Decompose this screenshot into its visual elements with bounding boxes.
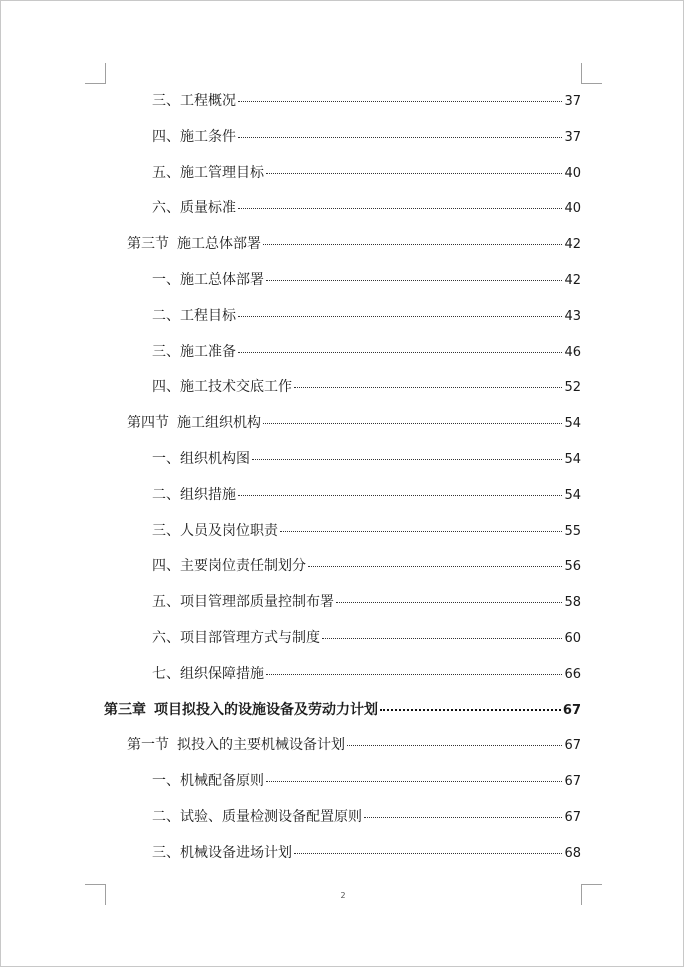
toc-entry-label: 二、试验、质量检测设备配置原则 bbox=[152, 809, 362, 825]
toc-leader-dots bbox=[380, 709, 561, 711]
toc-entry-title bbox=[152, 628, 320, 648]
toc-page-number: 68 bbox=[564, 845, 581, 861]
toc-page-number: 42 bbox=[564, 273, 581, 288]
toc-leader-dots bbox=[238, 316, 562, 317]
toc-entry-prefix: 第三节 bbox=[127, 236, 169, 253]
toc-page-number: 52 bbox=[564, 380, 581, 396]
toc-entry-label: 施工总体部署 bbox=[177, 236, 261, 253]
toc-entry[interactable] bbox=[152, 270, 581, 290]
toc-leader-dots bbox=[266, 280, 562, 281]
toc-entry-label: 四、施工技术交底工作 bbox=[152, 379, 292, 396]
toc-entry[interactable] bbox=[152, 306, 581, 326]
toc-leader-dots bbox=[294, 387, 562, 388]
toc-entry[interactable] bbox=[152, 628, 581, 648]
toc-page-number: 42 bbox=[564, 237, 581, 253]
toc-entry-title bbox=[152, 807, 362, 827]
toc-leader-dots bbox=[308, 566, 562, 567]
toc-leader-dots bbox=[238, 495, 562, 496]
toc-entry-title bbox=[127, 234, 261, 254]
toc-entry-title bbox=[127, 413, 261, 433]
toc-entry-label: 二、工程目标 bbox=[152, 307, 236, 324]
toc-leader-dots bbox=[263, 244, 562, 245]
toc-page-number: 54 bbox=[564, 487, 581, 503]
toc-page-number: 43 bbox=[564, 308, 581, 324]
toc-entry[interactable] bbox=[152, 198, 581, 218]
toc-page-number: 37 bbox=[564, 129, 581, 145]
toc-leader-dots bbox=[238, 352, 562, 353]
toc-leader-dots bbox=[294, 853, 562, 854]
toc-leader-dots bbox=[336, 602, 562, 603]
toc-entry-label: 三、机械设备进场计划 bbox=[152, 844, 292, 861]
toc-entry-label: 四、主要岗位责任制划分 bbox=[152, 558, 306, 575]
toc-entry[interactable] bbox=[152, 664, 581, 684]
toc-entry-label: 六、项目部管理方式与制度 bbox=[152, 630, 320, 646]
toc-entry[interactable] bbox=[127, 413, 581, 433]
crop-mark-top-right bbox=[581, 63, 602, 84]
toc-entry[interactable] bbox=[152, 485, 581, 505]
toc-entry-title bbox=[152, 771, 264, 791]
toc-entry-title bbox=[152, 664, 264, 684]
toc-leader-dots bbox=[347, 745, 562, 746]
toc-page-number: 54 bbox=[564, 452, 581, 467]
toc-entry-title bbox=[152, 843, 292, 863]
toc-entry[interactable] bbox=[152, 127, 581, 147]
toc-entry[interactable] bbox=[127, 735, 581, 755]
toc-entry-label: 五、项目管理部质量控制布署 bbox=[152, 594, 334, 611]
toc-leader-dots bbox=[238, 208, 562, 209]
toc-entry-label: 三、人员及岗位职责 bbox=[152, 522, 278, 539]
toc-page-number: 67 bbox=[564, 774, 581, 790]
crop-mark-top-left bbox=[85, 63, 106, 84]
toc-leader-dots bbox=[238, 137, 562, 138]
toc-entry-label: 三、工程概况 bbox=[152, 93, 236, 109]
toc-entry-title bbox=[152, 449, 250, 469]
toc-entry-label: 一、施工总体部署 bbox=[152, 272, 264, 288]
toc-page-number: 46 bbox=[564, 344, 581, 360]
toc-entry-label: 项目拟投入的设施设备及劳动力计划 bbox=[154, 701, 378, 718]
toc-page-number: 58 bbox=[564, 595, 581, 611]
toc-entry-title bbox=[152, 377, 292, 397]
toc-entry-label: 四、施工条件 bbox=[152, 128, 236, 145]
toc-entry-prefix: 第四节 bbox=[127, 415, 169, 432]
toc-page-number: 54 bbox=[564, 416, 581, 432]
toc-entry-title bbox=[152, 342, 236, 362]
toc-entry-label: 七、组织保障措施 bbox=[152, 665, 264, 682]
toc-entry-title bbox=[152, 270, 264, 290]
toc-leader-dots bbox=[266, 674, 562, 675]
toc-entry-label: 三、施工准备 bbox=[152, 343, 236, 360]
toc-entry-title bbox=[152, 556, 306, 576]
toc-leader-dots bbox=[280, 531, 562, 532]
toc-page-number: 66 bbox=[564, 666, 581, 682]
page-number: 2 bbox=[340, 891, 346, 900]
toc-leader-dots bbox=[266, 781, 562, 782]
toc-entry-label: 拟投入的主要机械设备计划 bbox=[177, 737, 345, 754]
toc-page-number: 40 bbox=[564, 201, 581, 217]
toc-entry-label: 施工组织机构 bbox=[177, 415, 261, 432]
toc-entry-prefix: 第三章 bbox=[104, 701, 146, 718]
toc-entry-label: 六、质量标准 bbox=[152, 200, 236, 217]
toc-entry[interactable] bbox=[127, 234, 581, 254]
toc-entry-label: 二、组织措施 bbox=[152, 486, 236, 503]
toc-entry[interactable] bbox=[104, 700, 581, 720]
toc-entry-label: 一、机械配备原则 bbox=[152, 773, 264, 790]
toc-entry[interactable] bbox=[152, 843, 581, 863]
toc-entry[interactable] bbox=[152, 771, 581, 791]
toc-entry-label: 一、组织机构图 bbox=[152, 451, 250, 467]
toc-entry[interactable] bbox=[152, 449, 581, 469]
toc-entry[interactable] bbox=[152, 592, 581, 612]
toc-entry-title bbox=[152, 306, 236, 326]
toc-entry-prefix: 第一节 bbox=[127, 737, 169, 754]
toc-entry[interactable] bbox=[152, 556, 581, 576]
toc-leader-dots bbox=[364, 817, 562, 818]
toc-page-number: 40 bbox=[564, 165, 581, 181]
toc-entry[interactable] bbox=[152, 807, 581, 827]
toc-leader-dots bbox=[252, 459, 562, 460]
toc-entry[interactable] bbox=[152, 91, 581, 111]
toc-leader-dots bbox=[263, 423, 562, 424]
toc-page-number: 60 bbox=[564, 631, 581, 646]
toc-leader-dots bbox=[322, 638, 562, 639]
toc-entry[interactable] bbox=[152, 521, 581, 541]
toc-leader-dots bbox=[266, 173, 562, 174]
toc-entry-title bbox=[152, 127, 236, 147]
toc-entry[interactable] bbox=[152, 163, 581, 183]
toc-page-number: 55 bbox=[564, 523, 581, 539]
toc-entry[interactable] bbox=[152, 342, 581, 362]
toc-entry-title bbox=[152, 592, 334, 612]
toc-page-number: 37 bbox=[564, 94, 581, 109]
toc-page-number: 67 bbox=[564, 810, 581, 825]
toc-page-number: 56 bbox=[564, 559, 581, 575]
toc-entry-label: 五、施工管理目标 bbox=[152, 164, 264, 181]
toc-entry-title bbox=[152, 163, 264, 183]
toc-leader-dots bbox=[238, 101, 562, 102]
toc-page-number: 67 bbox=[562, 702, 581, 718]
toc-entry-title bbox=[152, 198, 236, 218]
toc-entry-title bbox=[127, 735, 345, 755]
toc-entry-title bbox=[152, 521, 278, 541]
toc-entry-title bbox=[152, 91, 236, 111]
toc-entry[interactable] bbox=[152, 377, 581, 397]
toc-entry-title bbox=[104, 700, 378, 720]
toc-entry-title bbox=[152, 485, 236, 505]
toc-page-number: 67 bbox=[564, 738, 581, 754]
